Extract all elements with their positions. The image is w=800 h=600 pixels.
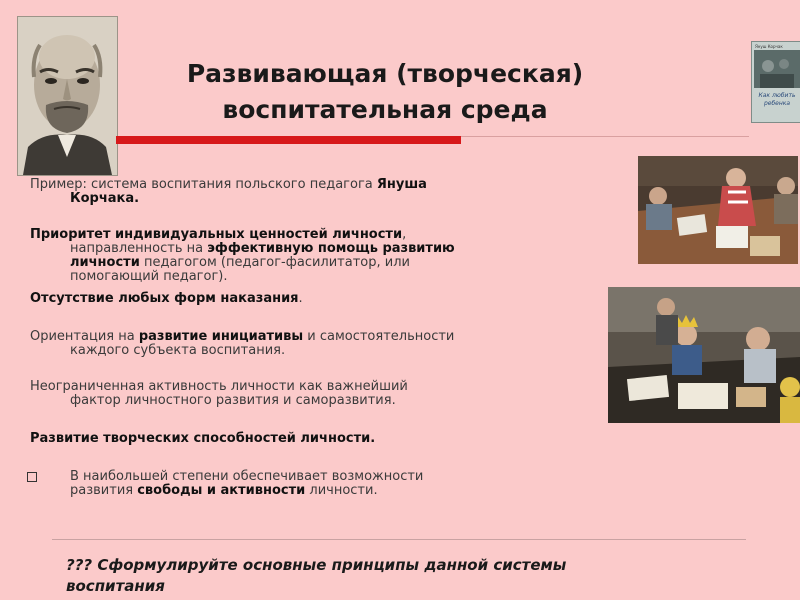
p5-text-a: Неограниченная активность личности как важнейший bbox=[30, 379, 408, 394]
photo-2-drawing bbox=[608, 287, 800, 423]
book-cover-image bbox=[751, 41, 800, 123]
book-title bbox=[754, 92, 800, 108]
p2-text-c: направленность на bbox=[70, 241, 208, 256]
p7-text-b: развития bbox=[70, 483, 138, 498]
p3-text-a: Отсутствие любых форм наказания bbox=[30, 291, 299, 306]
question-line-1: ??? Сформулируйте основные принципы данной системы bbox=[66, 556, 567, 574]
p2-text-f: педагогом (педагог-фасилитатор, или bbox=[139, 255, 410, 270]
title-line-2: воспитательная среда bbox=[222, 95, 548, 124]
paragraph-example bbox=[30, 178, 590, 206]
p5-text-b: фактор личностного развития и саморазвития. bbox=[70, 393, 396, 408]
portrait-image bbox=[17, 16, 118, 176]
p4-text-c: и самостоятельности bbox=[303, 329, 455, 344]
question-text bbox=[66, 555, 746, 597]
slide-title bbox=[120, 56, 650, 128]
p7-text-c: свободы и активности bbox=[137, 483, 306, 498]
square-bullet-icon bbox=[27, 472, 37, 482]
p2-text-b: , bbox=[402, 227, 407, 242]
p1-text-c: Корчака. bbox=[70, 191, 140, 206]
p3-text-b: . bbox=[298, 291, 303, 306]
p2-text-a: Приоритет индивидуальных ценностей личности bbox=[30, 227, 403, 242]
book-title-line-1: Как любить bbox=[758, 92, 796, 99]
photo-children-at-table bbox=[608, 287, 800, 423]
p7-text-a: В наибольшей степени обеспечивает возможности bbox=[70, 469, 424, 484]
book-cover-picture bbox=[754, 50, 800, 88]
paragraph-creativity bbox=[30, 432, 590, 446]
p4-text-d: каждого субъекта воспитания. bbox=[70, 343, 286, 358]
photo-1-drawing bbox=[638, 156, 798, 264]
p2-text-e: личности bbox=[70, 255, 140, 270]
photo-children-crafting bbox=[638, 156, 798, 264]
p1-text-a: Пример: система воспитания польского педагога bbox=[30, 177, 377, 192]
bottom-divider bbox=[52, 539, 746, 540]
paragraph-activity bbox=[30, 380, 590, 408]
p4-text-b: развитие инициативы bbox=[138, 329, 304, 344]
paragraph-freedom bbox=[70, 470, 590, 498]
p2-text-d: эффективную помощь развитию bbox=[207, 241, 455, 256]
book-title-line-2: ребенка bbox=[763, 100, 791, 107]
paragraph-priority bbox=[30, 228, 590, 284]
p7-text-d: личности. bbox=[305, 483, 378, 498]
portrait-drawing bbox=[18, 17, 117, 175]
title-line-1: Развивающая (творческая) bbox=[186, 59, 584, 88]
paragraph-initiative bbox=[30, 330, 590, 358]
paragraph-no-punishment bbox=[30, 292, 590, 306]
p2-text-g: помогающий педагог). bbox=[70, 269, 228, 284]
p4-text-a: Ориентация на bbox=[30, 329, 139, 344]
book-author: Януш Корчак bbox=[755, 44, 783, 49]
book-cover-drawing bbox=[754, 50, 800, 88]
question-line-2: воспитания bbox=[66, 577, 165, 595]
p6-text-a: Развитие творческих способностей личности. bbox=[30, 431, 376, 446]
p1-text-b: Януша bbox=[376, 177, 427, 192]
title-divider-red-bar bbox=[116, 136, 461, 144]
